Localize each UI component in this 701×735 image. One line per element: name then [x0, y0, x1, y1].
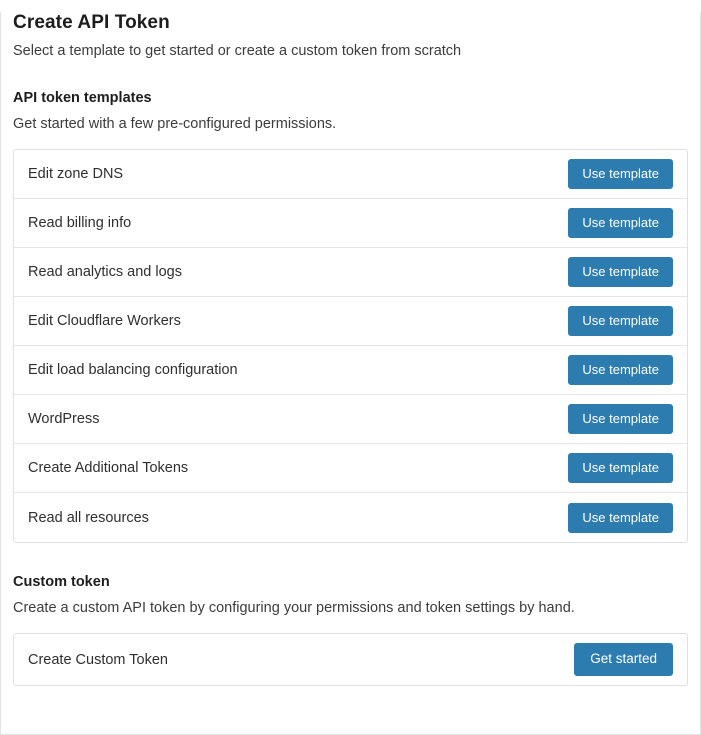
- use-template-button-read-analytics-and-logs[interactable]: Use template: [568, 257, 673, 287]
- custom-token-section-title: Custom token: [13, 574, 110, 590]
- use-template-button-edit-cloudflare-workers[interactable]: Use template: [568, 306, 673, 336]
- template-label: Read billing info: [28, 215, 132, 231]
- template-label: Read analytics and logs: [28, 264, 182, 280]
- get-started-button[interactable]: Get started: [574, 643, 673, 676]
- custom-token-card: [13, 633, 688, 686]
- page-title: Create API Token: [13, 12, 170, 33]
- create-api-token-page: [0, 12, 701, 735]
- template-label: Edit Cloudflare Workers: [28, 313, 181, 329]
- use-template-button-create-additional-tokens[interactable]: Use template: [568, 453, 673, 483]
- template-label: WordPress: [28, 411, 100, 427]
- template-label: Edit zone DNS: [28, 166, 124, 182]
- template-label: Edit load balancing configuration: [28, 362, 238, 378]
- use-template-button-read-billing-info[interactable]: Use template: [568, 208, 673, 238]
- custom-token-label: Create Custom Token: [28, 651, 168, 668]
- custom-token-section-description: Create a custom API token by configuring your permissions and token settings by hand.: [13, 600, 575, 616]
- template-row-edit-cloudflare-workers: [14, 297, 687, 346]
- page-content: [1, 12, 700, 686]
- page-subtitle: Select a template to get started or create a custom token from scratch: [13, 43, 462, 59]
- template-row-create-additional-tokens: [14, 444, 687, 493]
- template-label: Create Additional Tokens: [28, 460, 189, 476]
- use-template-button-read-all-resources[interactable]: Use template: [568, 503, 673, 533]
- template-label: Read all resources: [28, 509, 149, 526]
- custom-token-row: [14, 634, 687, 685]
- template-row-read-all-resources: [14, 493, 687, 542]
- template-row-edit-load-balancing-configuration: [14, 346, 687, 395]
- template-row-wordpress: [14, 395, 687, 444]
- template-row-read-billing-info: [14, 199, 687, 248]
- templates-section-title: API token templates: [13, 90, 152, 106]
- api-token-templates-list: [13, 149, 688, 543]
- templates-section-description: Get started with a few pre-configured permissions.: [13, 116, 337, 132]
- use-template-button-edit-load-balancing-configuration[interactable]: Use template: [568, 355, 673, 385]
- use-template-button-wordpress[interactable]: Use template: [568, 404, 673, 434]
- template-row-edit-zone-dns: [14, 150, 687, 199]
- template-row-read-analytics-and-logs: [14, 248, 687, 297]
- use-template-button-edit-zone-dns[interactable]: Use template: [568, 159, 673, 189]
